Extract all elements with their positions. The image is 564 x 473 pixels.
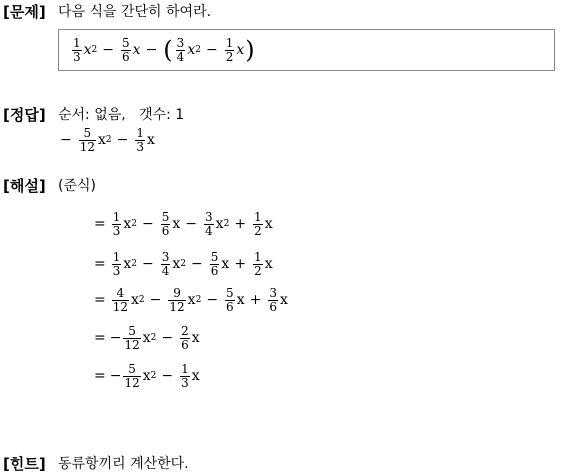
fraction: $\frac{1}{3}$ [136,125,145,154]
fraction: $\frac{5}{6}$ [226,285,234,314]
fraction: $\frac{1}{2}$ [254,249,262,278]
problem-instruction: 다음 식을 간단히 하여라. [58,4,212,20]
fraction: $\frac{5}{12}$ [124,323,140,352]
fraction: $\frac{3}{4}$ [161,249,170,278]
answer-meta: 순서: 없음, 갯수: 1 [58,107,185,123]
fraction: $\frac{5}{6}$ [210,249,219,278]
fraction: $\frac{1}{3}$ [181,361,189,390]
fraction: $\frac{5}{12}$ [124,361,140,390]
fraction: $\frac{5}{12}$ [79,125,96,154]
hint-text: 동류항끼리 계산한다. [58,456,189,472]
fraction: $\frac{1}{3}$ [112,209,121,238]
explanation-label: [해설] [3,177,46,195]
explanation-line-5: = − $\frac{5}{12}$ x 2 − $\frac{1}{3}$ x [94,361,200,390]
explanation-note: (준식) [58,178,96,194]
fraction: $\frac{1}{3}$ [112,249,121,278]
explanation-line-2: = $\frac{1}{3}$ x 2 − $\frac{3}{4}$ x 2 − $\frac{5}{6}$ x + $\frac{1}{2}$ x [94,249,273,278]
fraction: $\frac{9}{12}$ [169,285,185,314]
hint-label: [힌트] [3,455,46,473]
fraction: $\frac{3}{4}$ [176,35,185,64]
problem-label: [문제] [3,3,46,21]
fraction: $\frac{5}{6}$ [122,35,130,64]
fraction: $\frac{5}{6}$ [161,209,170,238]
fraction: $\frac{3}{4}$ [205,209,213,238]
fraction: $\frac{2}{6}$ [181,323,189,352]
answer-label: [정답] [3,106,46,124]
fraction: $\frac{1}{2}$ [225,35,234,64]
explanation-line-4: = − $\frac{5}{12}$ x 2 − $\frac{2}{6}$ x [94,323,200,352]
explanation-line-3: = $\frac{4}{12}$ x 2 − $\frac{9}{12}$ x 2 − $\frac{5}{6}$ x + $\frac{3}{6}$ x [94,285,288,314]
fraction: $\frac{4}{12}$ [112,285,129,314]
answer-expression: − $\frac{5}{12}$ x 2 − $\frac{1}{3}$ x [60,125,155,154]
fraction: $\frac{1}{3}$ [73,35,81,64]
explanation-line-1: = $\frac{1}{3}$ x 2 − $\frac{5}{6}$ x − $\frac{3}{4}$ x 2 + $\frac{1}{2}$ x [94,209,273,238]
problem-expression: $\frac{1}{3}$ x 2 − $\frac{5}{6}$ x − ( $\frac{3}{4}$ x 2 − $\frac{1}{2}$ x ) [73,35,255,64]
fraction: $\frac{3}{6}$ [269,285,277,314]
fraction: $\frac{1}{2}$ [254,209,262,238]
